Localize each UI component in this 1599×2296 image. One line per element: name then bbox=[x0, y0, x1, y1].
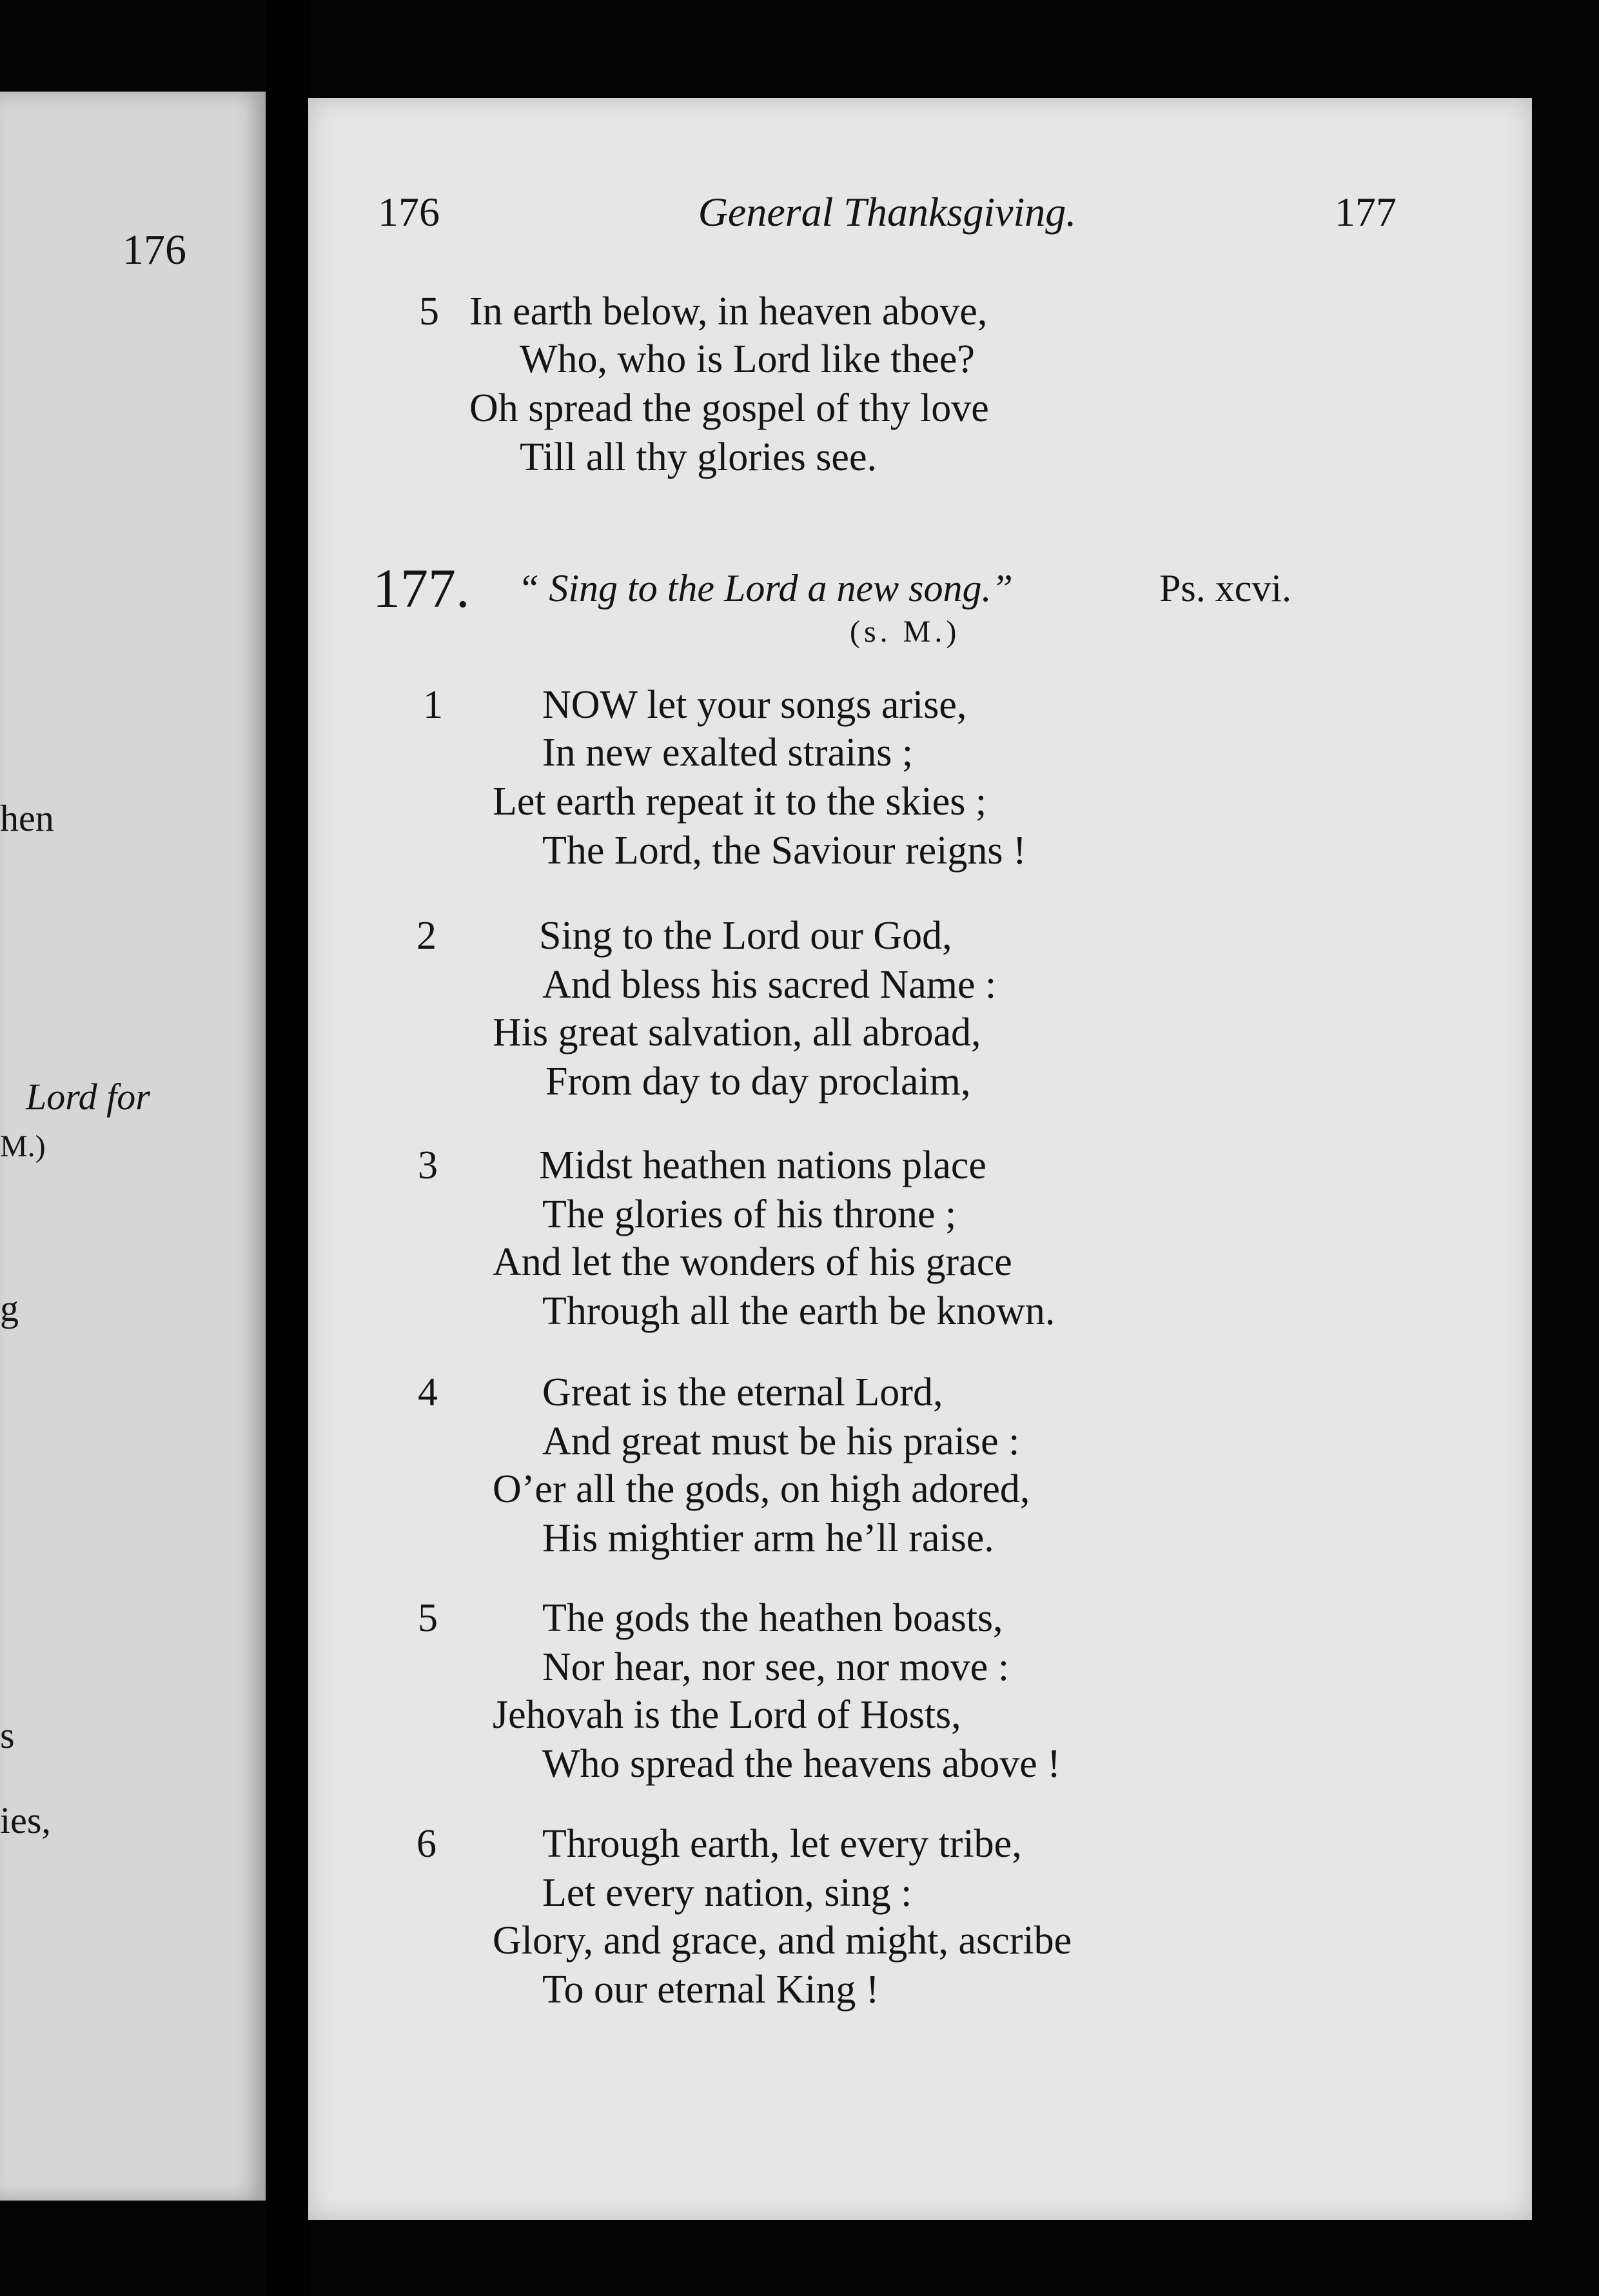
verse-line: The gods the heathen boasts, bbox=[542, 1596, 1003, 1640]
verse-line: Midst heathen nations place bbox=[539, 1143, 986, 1187]
verse-line: Through all the earth be known. bbox=[542, 1289, 1055, 1333]
verse-line: Jehovah is the Lord of Hosts, bbox=[493, 1693, 961, 1737]
verse-line: And let the wonders of his grace bbox=[493, 1240, 1012, 1284]
left-page-fragment: g bbox=[0, 1287, 19, 1329]
right-page bbox=[308, 98, 1532, 2220]
verse-line: Who spread the heavens above ! bbox=[542, 1742, 1061, 1786]
verse-number: 5 bbox=[418, 1596, 438, 1640]
verse-line: Great is the eternal Lord, bbox=[542, 1371, 943, 1414]
verse-line: The Lord, the Saviour reigns ! bbox=[542, 829, 1026, 873]
verse-number: 4 bbox=[418, 1371, 438, 1414]
verse-line: Who, who is Lord like thee? bbox=[520, 337, 975, 381]
verse-line: To our eternal King ! bbox=[542, 1968, 879, 2012]
verse-line: The glories of his throne ; bbox=[542, 1193, 957, 1236]
header-title: General Thanksgiving. bbox=[698, 189, 1077, 235]
verse-line: O’er all the gods, on high adored, bbox=[493, 1467, 1030, 1511]
verse-number: 3 bbox=[418, 1143, 438, 1187]
left-page-number: 176 bbox=[123, 226, 186, 273]
verse-line: And great must be his praise : bbox=[542, 1420, 1020, 1463]
header-page-left: 176 bbox=[378, 189, 440, 235]
verse-line: Let earth repeat it to the skies ; bbox=[493, 780, 987, 824]
verse-line: Let every nation, sing : bbox=[542, 1871, 912, 1915]
verse-line: NOW let your songs arise, bbox=[542, 683, 967, 727]
left-page-fragment: Lord for bbox=[26, 1076, 150, 1118]
verse-line: Sing to the Lord our God, bbox=[539, 914, 952, 958]
verse-line: From day to day proclaim, bbox=[545, 1060, 971, 1103]
left-page-fragment: M.) bbox=[0, 1129, 46, 1163]
verse-number: 5 bbox=[419, 290, 439, 333]
header-page-right: 177 bbox=[1335, 189, 1397, 235]
running-header bbox=[378, 188, 1397, 240]
verse-line: Oh spread the gospel of thy love bbox=[469, 386, 989, 430]
verse-number: 6 bbox=[417, 1822, 437, 1866]
hymn-meter: (s. M.) bbox=[850, 615, 961, 649]
left-page-fragment: ies, bbox=[0, 1799, 51, 1841]
hymn-number: 177. bbox=[373, 557, 470, 619]
verse-line: Glory, and grace, and might, ascribe bbox=[493, 1919, 1072, 1963]
verse-line: Through earth, let every tribe, bbox=[542, 1822, 1022, 1866]
verse-line: Nor hear, nor see, nor move : bbox=[542, 1645, 1010, 1689]
hymn-title: “ Sing to the Lord a new song.” bbox=[518, 567, 1013, 609]
verse-line: Till all thy glories see. bbox=[520, 435, 877, 479]
verse-line: In new exalted strains ; bbox=[542, 731, 914, 775]
verse-line: His great salvation, all abroad, bbox=[493, 1011, 981, 1054]
verse-line: And bless his sacred Name : bbox=[542, 963, 997, 1007]
left-page bbox=[0, 92, 266, 2201]
verse-number: 2 bbox=[417, 914, 437, 958]
verse-line: His mightier arm he’ll raise. bbox=[542, 1516, 994, 1560]
left-page-fragment: hen bbox=[0, 797, 54, 839]
left-page-fragment: s bbox=[0, 1714, 15, 1756]
psalm-reference: Ps. xcvi. bbox=[1159, 567, 1292, 609]
verse-line: In earth below, in heaven above, bbox=[469, 290, 988, 333]
book-gutter bbox=[266, 0, 311, 2296]
verse-number: 1 bbox=[423, 683, 443, 727]
